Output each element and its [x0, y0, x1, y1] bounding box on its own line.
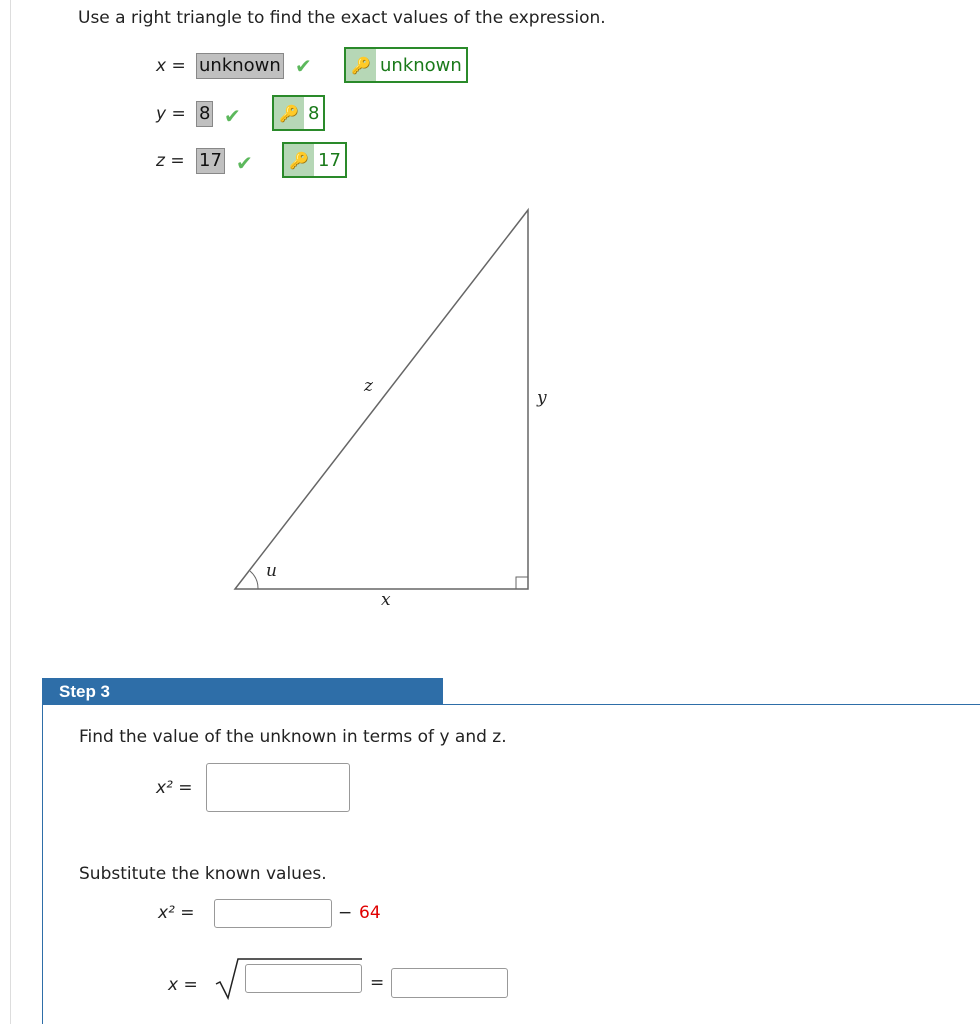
substitute-text: Substitute the known values.: [79, 864, 327, 884]
z-squared-input[interactable]: [214, 899, 332, 928]
key-icon: 🔑: [284, 144, 314, 176]
minus-sign: −: [338, 903, 353, 923]
y-answer-key: 🔑 8: [272, 95, 325, 131]
opposite-label: y: [537, 388, 547, 408]
triangle-shape: [235, 210, 528, 589]
check-icon: ✔: [224, 104, 241, 128]
check-icon: ✔: [236, 151, 253, 175]
angle-arc: [250, 571, 258, 589]
var-z-label: z =: [156, 151, 185, 171]
x-answer-key: 🔑 unknown: [344, 47, 468, 83]
key-icon: 🔑: [274, 97, 304, 129]
x2-label-2: x² =: [158, 903, 195, 923]
step-header: Step 3: [42, 678, 443, 705]
var-x-label: x =: [156, 56, 186, 76]
x2-label: x² =: [156, 778, 193, 798]
equals-sign: =: [370, 973, 385, 993]
z-value-field[interactable]: 17: [196, 148, 225, 174]
given-value: 64: [359, 903, 381, 923]
key-icon: 🔑: [346, 49, 376, 81]
step-border: [42, 704, 43, 1024]
prompt-text: Use a right triangle to find the exact values of the expression.: [78, 8, 606, 28]
adjacent-label: x: [381, 590, 391, 610]
check-icon: ✔: [295, 54, 312, 78]
hypotenuse-label: z: [364, 376, 373, 396]
step-divider: [42, 704, 980, 705]
right-angle-marker: [516, 577, 528, 589]
x2-formula-input[interactable]: [206, 763, 350, 812]
sqrt-input[interactable]: [245, 964, 362, 993]
var-y-label: y =: [156, 104, 186, 124]
z-answer-key: 🔑 17: [282, 142, 347, 178]
x-value-field[interactable]: unknown: [196, 53, 284, 79]
angle-label: u: [266, 561, 277, 581]
step-instruction: Find the value of the unknown in terms of y and z.: [79, 727, 507, 747]
x-result-input[interactable]: [391, 968, 508, 998]
y-value-field[interactable]: 8: [196, 101, 213, 127]
x-label: x =: [168, 975, 198, 995]
